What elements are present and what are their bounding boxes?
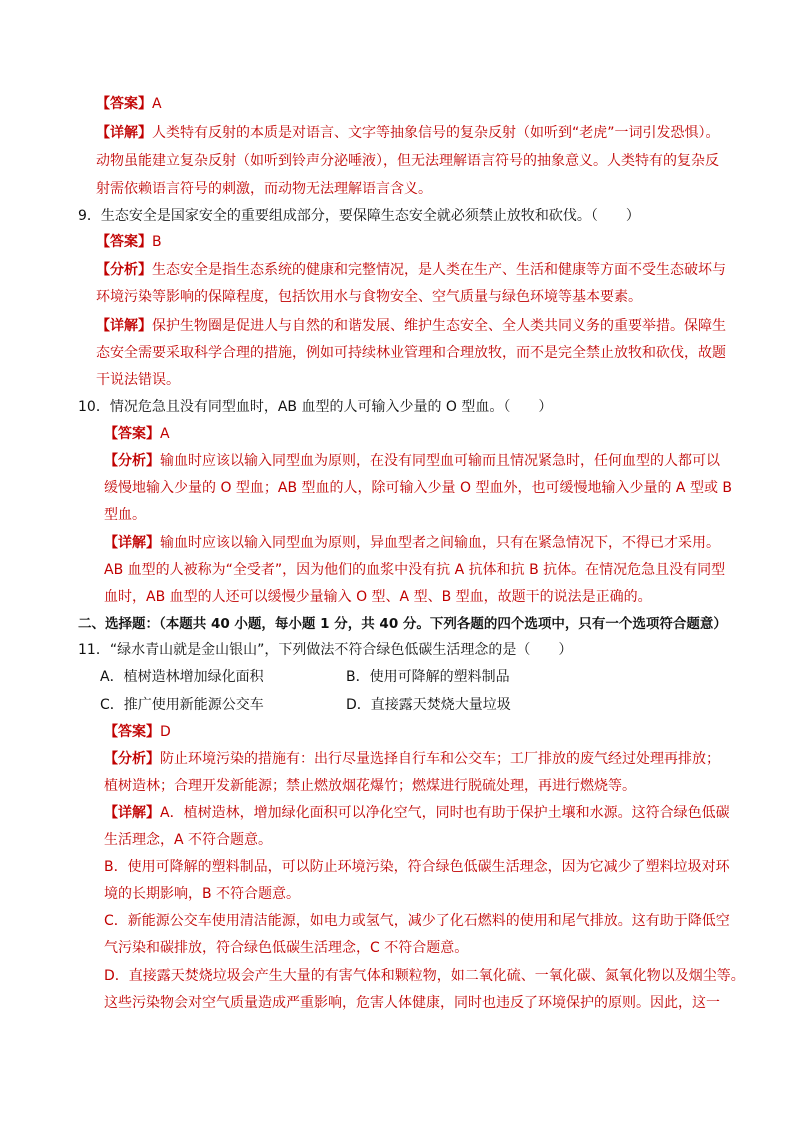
detail-tag: 【详解】 bbox=[96, 125, 152, 141]
analysis-tag: 【分析】 bbox=[104, 751, 160, 767]
analysis-line: 植树造林；合理开发新能源；禁止燃放烟花爆竹；燃煤进行脱硫处理，再进行燃烧等。 bbox=[104, 778, 636, 794]
detail-tag: 【详解】 bbox=[104, 535, 160, 551]
option-a: A．植树造林增加绿化面积 bbox=[100, 669, 264, 685]
detail-line: 射需依赖语言符号的刺激，而动物无法理解语言含义。 bbox=[96, 181, 432, 197]
analysis-line: 生态安全是指生态系统的健康和完整情况，是人类在生产、生活和健康等方面不受生态破坏与 bbox=[152, 262, 726, 278]
answer-tag: 【答案】 bbox=[104, 724, 160, 740]
detail-line: 气污染和碳排放，符合绿色低碳生活理念，C 不符合题意。 bbox=[104, 940, 469, 956]
detail-line: A．植树造林，增加绿化面积可以净化空气，同时也有助于保护土壤和水源。这符合绿色低碳 bbox=[160, 805, 730, 821]
q10-question: 10．情况危急且没有同型血时，AB 血型的人可输入少量的 O 型血。（ ） bbox=[78, 399, 553, 415]
analysis-line: 型血。 bbox=[104, 507, 146, 523]
option-b: B．使用可降解的塑料制品 bbox=[346, 669, 510, 685]
option-d: D．直接露天焚烧大量垃圾 bbox=[346, 697, 511, 713]
answer-value: A bbox=[152, 96, 162, 112]
detail-line: 人类特有反射的本质是对语言、文字等抽象信号的复杂反射（如听到“老虎”一词引发恐惧）。 bbox=[152, 125, 720, 141]
detail-line: 这些污染物会对空气质量造成严重影响，危害人体健康，同时也违反了环境保护的原则。因此，这一 bbox=[104, 995, 720, 1011]
answer-value: A bbox=[160, 426, 170, 442]
q11-analysis bbox=[104, 749, 720, 769]
q11-detail bbox=[104, 803, 730, 823]
analysis-line: 输血时应该以输入同型血为原则，在没有同型血可输而且情况紧急时，任何血型的人都可以 bbox=[160, 453, 720, 469]
q11-question: 11．“绿水青山就是金山银山”，下列做法不符合绿色低碳生活理念的是（ ） bbox=[78, 642, 573, 658]
q9-question: 9．生态安全是国家安全的重要组成部分，要保障生态安全就必须禁止放牧和砍伐。（ ） bbox=[78, 208, 640, 224]
analysis-line: 防止环境污染的措施有：出行尽量选择自行车和公交车；工厂排放的废气经过处理再排放； bbox=[160, 751, 720, 767]
q8-detail bbox=[96, 123, 720, 143]
detail-line: C．新能源公交车使用清洁能源，如电力或氢气，减少了化石燃料的使用和尾气排放。这有助于降低空 bbox=[104, 913, 730, 929]
q8-answer bbox=[96, 94, 162, 114]
detail-line: 动物虽能建立复杂反射（如听到铃声分泌唾液），但无法理解语言符号的抽象意义。人类特有的复杂反 bbox=[96, 153, 719, 169]
detail-line: AB 血型的人被称为“全受者”，因为他们的血浆中没有抗 A 抗体和抗 B 抗体。在情况危急且没有同型 bbox=[104, 562, 726, 578]
detail-line: 血时，AB 血型的人还可以缓慢少量输入 O 型、A 型、B 型血，故题干的说法是正确的。 bbox=[104, 589, 652, 605]
q9-answer bbox=[96, 232, 162, 252]
answer-tag: 【答案】 bbox=[96, 234, 152, 250]
analysis-tag: 【分析】 bbox=[96, 262, 152, 278]
detail-tag: 【详解】 bbox=[96, 318, 152, 334]
detail-line: D．直接露天焚烧垃圾会产生大量的有害气体和颗粒物，如二氧化硫、一氧化碳、氮氧化物以及烟尘等。 bbox=[104, 968, 745, 984]
detail-line: 生活理念，A 不符合题意。 bbox=[104, 832, 273, 848]
analysis-tag: 【分析】 bbox=[104, 453, 160, 469]
detail-line: 输血时应该以输入同型血为原则，异血型者之间输血，只有在紧急情况下，不得已才采用。 bbox=[160, 535, 720, 551]
q9-detail bbox=[96, 316, 726, 336]
answer-value: B bbox=[152, 234, 162, 250]
answer-tag: 【答案】 bbox=[104, 426, 160, 442]
analysis-line: 环境污染等影响的保障程度，包括饮用水与食物安全、空气质量与绿色环境等基本要素。 bbox=[96, 289, 642, 305]
detail-line: 态安全需要采取科学合理的措施，例如可持续林业管理和合理放牧，而不是完全禁止放牧和砍伐，故题 bbox=[96, 345, 726, 361]
option-c: C．推广使用新能源公交车 bbox=[100, 697, 264, 713]
detail-line: 干说法错误。 bbox=[96, 372, 180, 388]
q9-analysis bbox=[96, 260, 726, 280]
answer-value: D bbox=[160, 724, 171, 740]
detail-line: B．使用可降解的塑料制品，可以防止环境污染，符合绿色低碳生活理念，因为它减少了塑料垃圾对环 bbox=[104, 859, 730, 875]
q10-detail bbox=[104, 533, 720, 553]
detail-line: 境的长期影响，B 不符合题意。 bbox=[104, 886, 301, 902]
analysis-line: 缓慢地输入少量的 O 型血；AB 型血的人，除可输入少量 O 型血外，也可缓慢地输入少量的 A 型或 B bbox=[104, 480, 733, 496]
section-heading: 二、选择题：（本题共 40 小题，每小题 1 分，共 40 分。下列各题的四个选项中，只有一个选项符合题意） bbox=[78, 616, 727, 632]
q10-analysis bbox=[104, 451, 720, 471]
detail-line: 保护生物圈是促进人与自然的和谐发展、维护生态安全、全人类共同义务的重要举措。保障生 bbox=[152, 318, 726, 334]
detail-tag: 【详解】 bbox=[104, 805, 160, 821]
q10-answer bbox=[104, 424, 170, 444]
answer-tag: 【答案】 bbox=[96, 96, 152, 112]
q11-answer bbox=[104, 722, 171, 742]
